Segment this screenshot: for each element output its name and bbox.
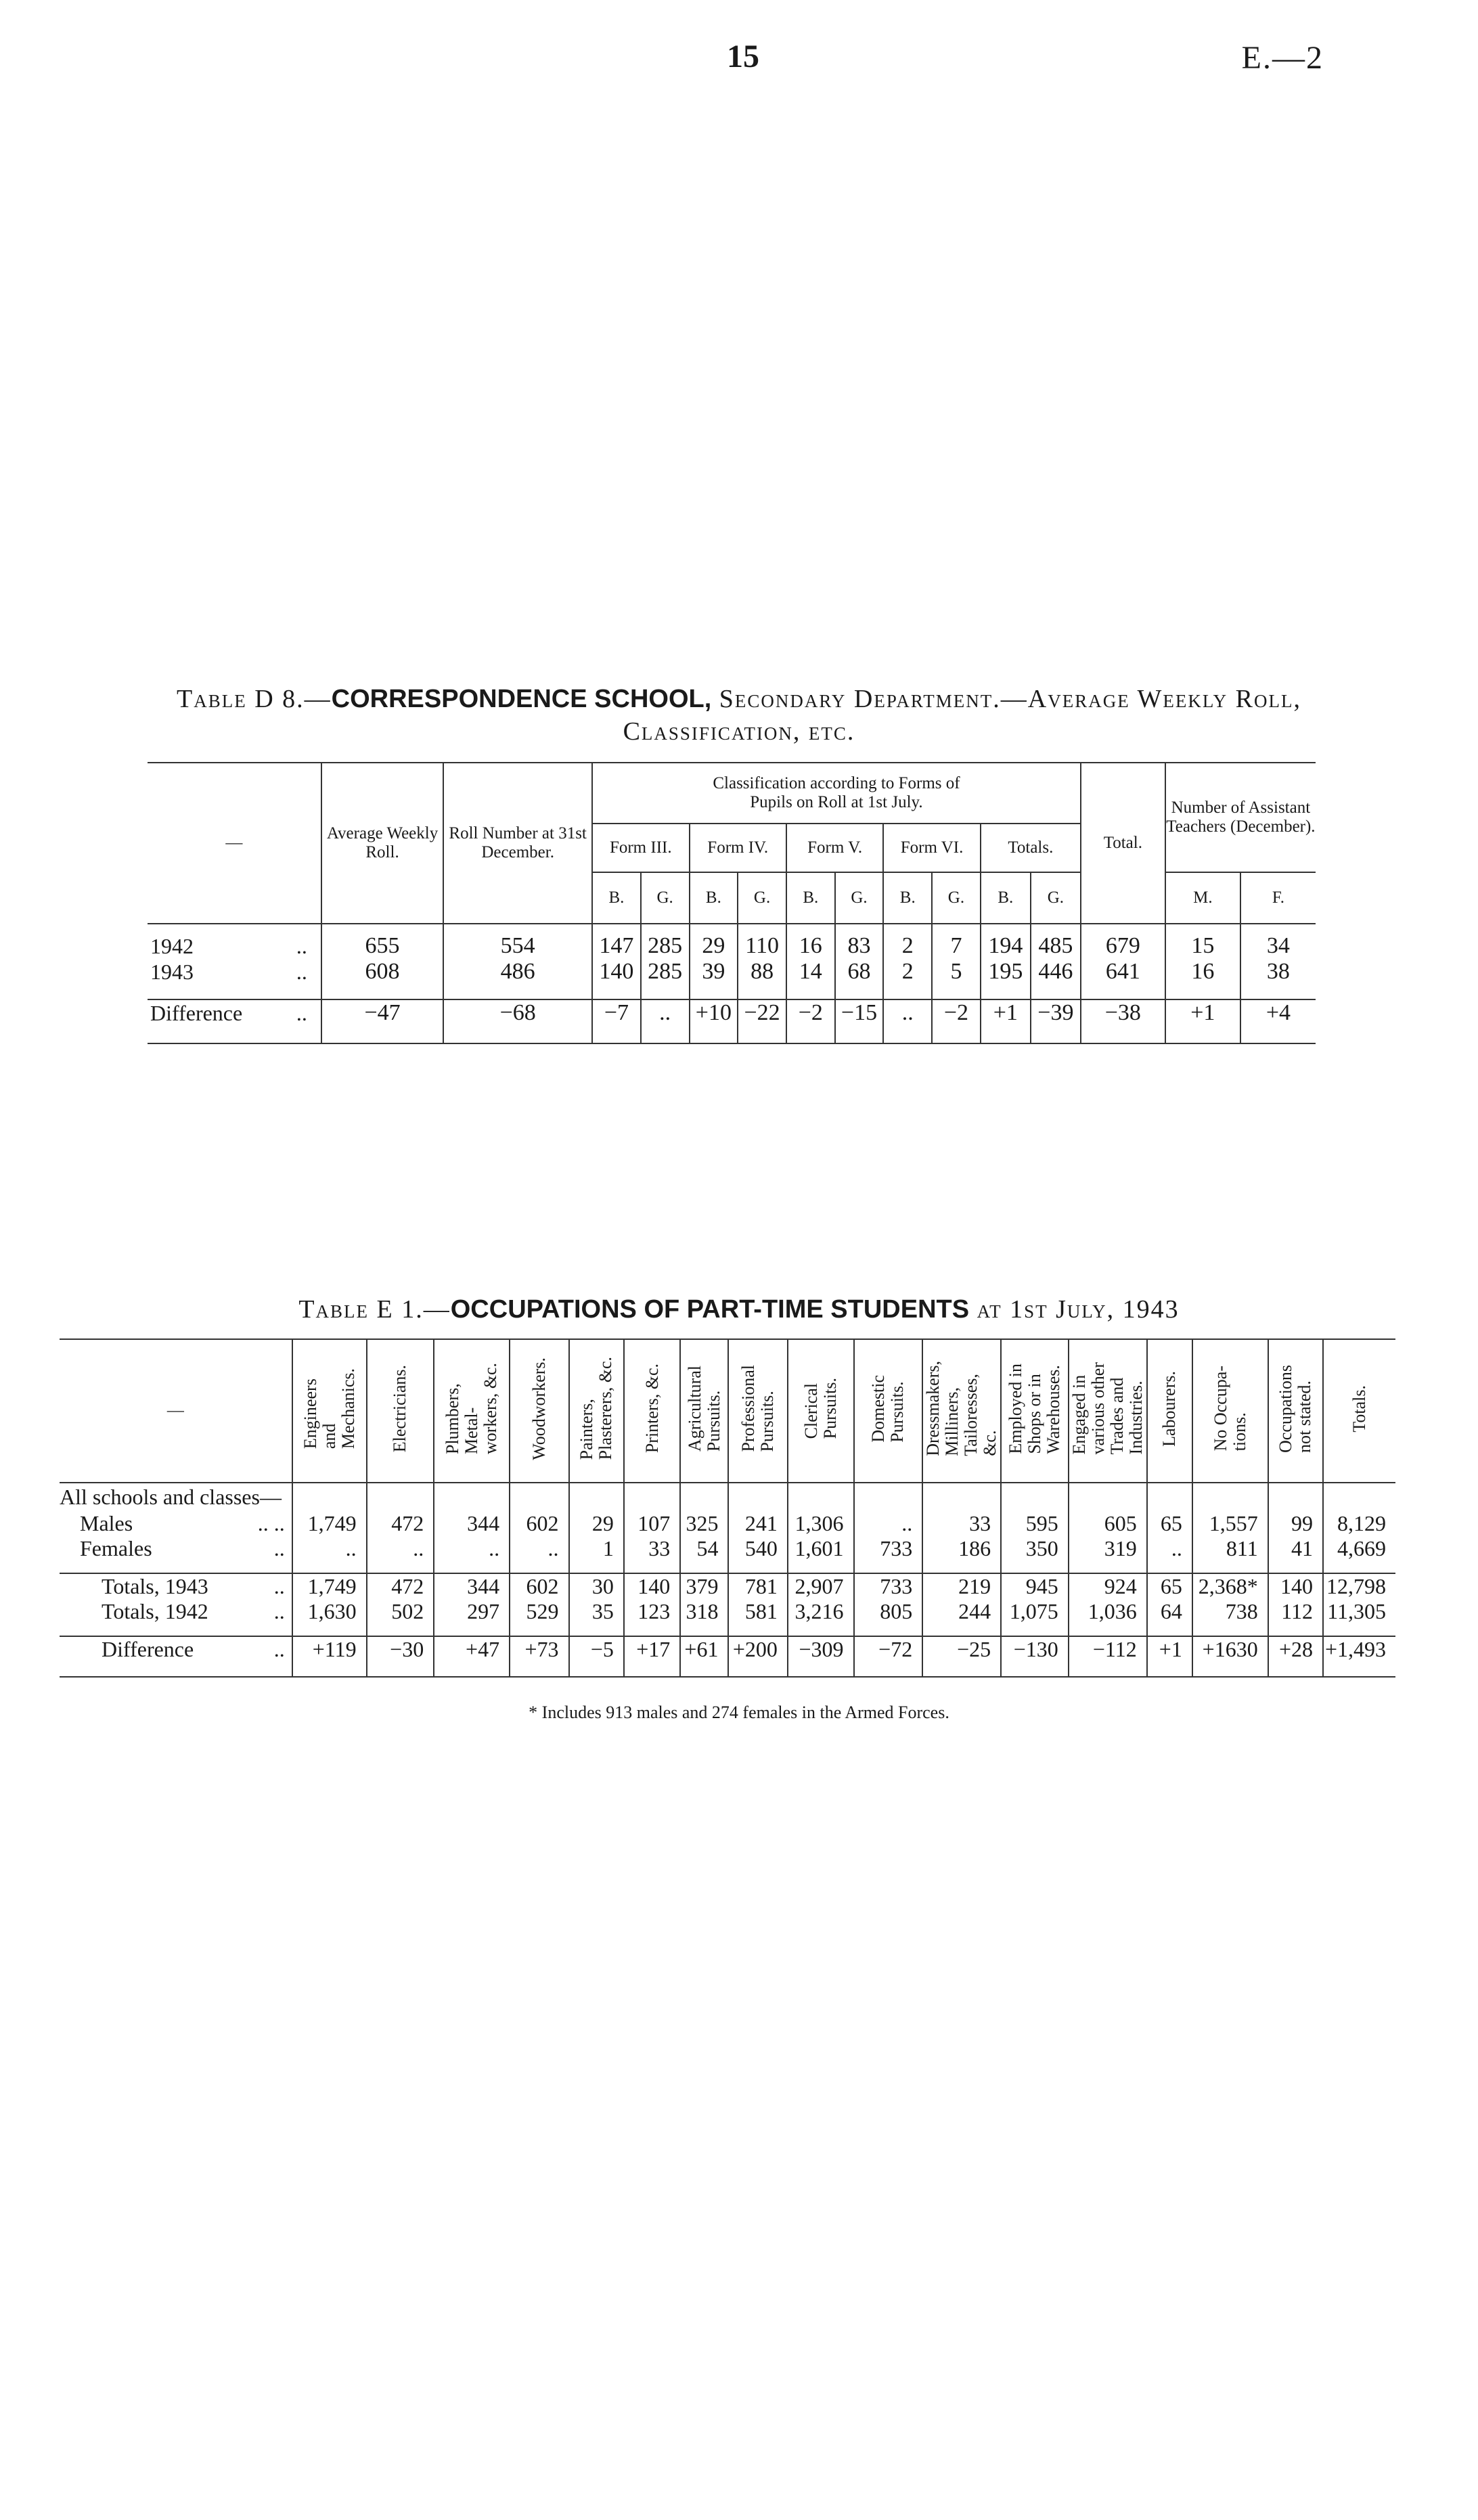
e1-cell: .. bbox=[854, 1511, 923, 1536]
table-e1-title bbox=[0, 1294, 1478, 1325]
e1-header-col-text: Clerical Pursuits. bbox=[801, 1378, 840, 1439]
e1-header-col-text: Engaged in various other Trades and Industries. bbox=[1069, 1362, 1146, 1455]
d8-cell: 140 bbox=[592, 959, 641, 985]
d8-cell: 641 bbox=[1081, 959, 1165, 985]
table-e1-title-bold: OCCUPATIONS OF PART-TIME STUDENTS bbox=[450, 1295, 970, 1324]
e1-cell: 529 bbox=[510, 1599, 568, 1624]
e1-cell: .. bbox=[292, 1536, 367, 1561]
e1-cell: 140 bbox=[1268, 1573, 1323, 1599]
e1-cell: 12,798 bbox=[1326, 1574, 1386, 1598]
e1-header-col-text: Occupations not stated. bbox=[1276, 1364, 1315, 1453]
page-number: 15 bbox=[727, 39, 759, 74]
table-e1-title-prefix: Table E 1.— bbox=[298, 1295, 451, 1324]
e1-cell: 140 bbox=[624, 1573, 680, 1599]
d8-row-label-text: 1942 bbox=[150, 933, 194, 958]
e1-cell: +73 bbox=[510, 1636, 568, 1662]
e1-header-col bbox=[510, 1339, 568, 1483]
d8-header-g: G. bbox=[1031, 872, 1081, 924]
e1-cell: −130 bbox=[1001, 1636, 1069, 1662]
d8-cell: 16 bbox=[1165, 959, 1240, 985]
e1-header-col-text: Dressmakers, Milliners, Tailoresses, &c. bbox=[923, 1361, 1000, 1456]
e1-cell: 4,669 bbox=[1337, 1536, 1386, 1560]
d8-header-avg: Average Weekly Roll. bbox=[321, 763, 443, 924]
e1-cell: 64 bbox=[1147, 1599, 1192, 1624]
e1-header-col-text: Professional Pursuits. bbox=[738, 1365, 778, 1452]
e1-cell: 945 bbox=[1001, 1573, 1069, 1599]
d8-header-dash: — bbox=[148, 763, 321, 924]
e1-header-col bbox=[854, 1339, 923, 1483]
d8-cell: 14 bbox=[786, 959, 835, 985]
e1-cell: +1 bbox=[1147, 1636, 1192, 1662]
d8-row-label-text: Difference bbox=[150, 1000, 243, 1025]
e1-cell: 540 bbox=[728, 1536, 787, 1561]
e1-cell: 11,305 bbox=[1327, 1599, 1386, 1623]
table-d8-title-rest: Secondary Department.—Average Weekly Roll, bbox=[711, 685, 1301, 713]
d8-cell: 110 bbox=[738, 933, 786, 959]
e1-header-col-text: Labourers. bbox=[1159, 1370, 1180, 1447]
e1-cell: 472 bbox=[367, 1573, 434, 1599]
d8-cell: −22 bbox=[738, 999, 786, 1026]
d8-cell: .. bbox=[641, 999, 690, 1026]
e1-cell: 318 bbox=[680, 1599, 728, 1624]
e1-header-col bbox=[434, 1339, 510, 1483]
d8-cell: 15 bbox=[1165, 933, 1240, 959]
d8-header-classification: Classification according to Forms of Pupils on Roll at 1st July. bbox=[592, 763, 1081, 824]
e1-header-col-text: Plumbers, Metal- workers, &c. bbox=[443, 1362, 501, 1454]
e1-header-col-text: No Occupa- tions. bbox=[1210, 1366, 1249, 1452]
e1-cell: 379 bbox=[680, 1573, 728, 1599]
e1-section-label: All schools and classes— bbox=[60, 1485, 282, 1509]
e1-cell: 595 bbox=[1001, 1511, 1069, 1536]
e1-row-label bbox=[60, 1536, 292, 1561]
e1-cell: .. bbox=[434, 1536, 510, 1561]
d8-cell: 68 bbox=[835, 959, 884, 985]
e1-cell: 781 bbox=[728, 1573, 787, 1599]
e1-cell: 241 bbox=[728, 1511, 787, 1536]
e1-header-col bbox=[728, 1339, 787, 1483]
e1-header-dash: — bbox=[60, 1339, 292, 1483]
e1-cell: 1,630 bbox=[292, 1599, 367, 1624]
e1-cell: 605 bbox=[1069, 1511, 1147, 1536]
d8-header-b: B. bbox=[592, 872, 641, 924]
e1-cell: 29 bbox=[569, 1511, 624, 1536]
d8-header-g: G. bbox=[932, 872, 981, 924]
e1-cell: 805 bbox=[854, 1599, 923, 1624]
e1-cell: +200 bbox=[728, 1636, 787, 1662]
d8-header-form4: Form IV. bbox=[690, 824, 786, 872]
e1-cell: .. bbox=[367, 1536, 434, 1561]
e1-cell: 602 bbox=[510, 1511, 568, 1536]
d8-cell: 608 bbox=[321, 959, 443, 985]
e1-cell: −309 bbox=[788, 1636, 854, 1662]
e1-cell: 738 bbox=[1192, 1599, 1268, 1624]
e1-header-col-text: Totals. bbox=[1349, 1385, 1370, 1433]
e1-row-dots: .. bbox=[273, 1637, 285, 1661]
e1-header-col-text: Electricians. bbox=[390, 1364, 410, 1453]
e1-cell: 33 bbox=[922, 1511, 1001, 1536]
d8-header-g: G. bbox=[641, 872, 690, 924]
table-d8-title bbox=[0, 683, 1478, 715]
d8-header-total: Total. bbox=[1081, 763, 1165, 924]
e1-cell: 99 bbox=[1268, 1511, 1323, 1536]
d8-cell: −47 bbox=[321, 999, 443, 1026]
d8-header-m: M. bbox=[1165, 872, 1240, 924]
e1-header-col bbox=[1147, 1339, 1192, 1483]
e1-cell: 472 bbox=[367, 1511, 434, 1536]
e1-header-col-text: Printers, &c. bbox=[642, 1364, 662, 1454]
d8-cell: .. bbox=[883, 999, 932, 1026]
e1-cell: 811 bbox=[1192, 1536, 1268, 1561]
e1-cell: +119 bbox=[292, 1636, 367, 1662]
d8-row-label bbox=[148, 999, 321, 1026]
e1-header-col bbox=[292, 1339, 367, 1483]
e1-cell: 319 bbox=[1069, 1536, 1147, 1561]
e1-cell: 35 bbox=[569, 1599, 624, 1624]
d8-cell: 7 bbox=[932, 933, 981, 959]
d8-header-f: F. bbox=[1240, 872, 1316, 924]
d8-cell: 194 bbox=[981, 933, 1031, 959]
e1-cell: 107 bbox=[624, 1511, 680, 1536]
e1-cell: +17 bbox=[624, 1636, 680, 1662]
d8-cell: 285 bbox=[641, 959, 690, 985]
d8-cell: 655 bbox=[321, 933, 443, 959]
e1-cell: 733 bbox=[854, 1573, 923, 1599]
d8-row-label-text: 1943 bbox=[150, 959, 194, 984]
d8-cell: 446 bbox=[1038, 959, 1073, 984]
e1-cell: 602 bbox=[510, 1573, 568, 1599]
table-d8 bbox=[148, 762, 1316, 1044]
e1-cell: +28 bbox=[1268, 1636, 1323, 1662]
e1-cell: 54 bbox=[680, 1536, 728, 1561]
d8-header-form6: Form VI. bbox=[883, 824, 980, 872]
e1-cell: 733 bbox=[854, 1536, 923, 1561]
e1-cell: +1,493 bbox=[1324, 1637, 1386, 1661]
e1-cell: 1,075 bbox=[1001, 1599, 1069, 1624]
e1-row-label bbox=[60, 1573, 292, 1599]
e1-header-col bbox=[922, 1339, 1001, 1483]
d8-cell: 39 bbox=[690, 959, 738, 985]
d8-cell: 5 bbox=[932, 959, 981, 985]
e1-row-label-text: Males bbox=[80, 1511, 133, 1535]
e1-header-col bbox=[1268, 1339, 1323, 1483]
d8-cell: −38 bbox=[1081, 999, 1165, 1026]
e1-cell: 8,129 bbox=[1337, 1511, 1386, 1535]
e1-header-col bbox=[1001, 1339, 1069, 1483]
e1-header-col bbox=[680, 1339, 728, 1483]
d8-cell: +10 bbox=[690, 999, 738, 1026]
e1-row-label-text: Totals, 1942 bbox=[102, 1599, 208, 1623]
e1-row-dots: .. bbox=[273, 1599, 285, 1623]
e1-cell: 344 bbox=[434, 1573, 510, 1599]
d8-header-b: B. bbox=[786, 872, 835, 924]
e1-cell: 297 bbox=[434, 1599, 510, 1624]
d8-cell: 285 bbox=[641, 933, 690, 959]
e1-header-col bbox=[569, 1339, 624, 1483]
e1-cell: 219 bbox=[922, 1573, 1001, 1599]
d8-row-dots: .. bbox=[296, 933, 307, 958]
d8-cell: 679 bbox=[1081, 933, 1165, 959]
e1-cell: −25 bbox=[922, 1636, 1001, 1662]
e1-row-label-text: Totals, 1943 bbox=[102, 1574, 208, 1598]
d8-cell: −39 bbox=[1037, 1000, 1074, 1025]
e1-cell: 1,306 bbox=[788, 1511, 854, 1536]
e1-cell: 3,216 bbox=[788, 1599, 854, 1624]
d8-cell: −2 bbox=[932, 999, 981, 1026]
d8-cell: 147 bbox=[592, 933, 641, 959]
e1-cell: 2,907 bbox=[788, 1573, 854, 1599]
d8-header-roll: Roll Number at 31st December. bbox=[443, 763, 592, 924]
d8-row-dots: .. bbox=[296, 959, 307, 984]
e1-cell: 112 bbox=[1268, 1599, 1323, 1624]
e1-row-label bbox=[60, 1599, 292, 1624]
table-d8-title-bold: CORRESPONDENCE SCHOOL, bbox=[331, 685, 712, 713]
e1-header-col bbox=[1323, 1339, 1395, 1483]
e1-row-label-text: Females bbox=[80, 1536, 152, 1560]
e1-cell: .. bbox=[1147, 1536, 1192, 1561]
e1-header-col bbox=[1069, 1339, 1147, 1483]
e1-header-col-text: Painters, Plasterers, &c. bbox=[577, 1357, 616, 1460]
d8-header-totals: Totals. bbox=[981, 824, 1081, 872]
d8-cell: 88 bbox=[738, 959, 786, 985]
table-d8-title-line2-text: Classification, etc. bbox=[623, 717, 855, 746]
d8-row-label bbox=[148, 959, 321, 985]
d8-cell: −2 bbox=[786, 999, 835, 1026]
e1-cell: 65 bbox=[1147, 1511, 1192, 1536]
e1-cell: 1,749 bbox=[292, 1573, 367, 1599]
d8-cell: 38 bbox=[1266, 959, 1290, 984]
e1-cell: 350 bbox=[1001, 1536, 1069, 1561]
e1-row-label bbox=[60, 1511, 292, 1536]
e1-cell: 2,368* bbox=[1192, 1573, 1268, 1599]
e1-header-col bbox=[367, 1339, 434, 1483]
e1-row-label-text: Difference bbox=[102, 1637, 194, 1661]
d8-cell: 34 bbox=[1266, 933, 1290, 958]
table-d8-title-prefix: Table D 8.— bbox=[177, 685, 332, 713]
e1-footnote: * Includes 913 males and 274 females in the Armed Forces. bbox=[529, 1703, 949, 1722]
table-d8-title-line2 bbox=[0, 716, 1478, 747]
d8-row-label bbox=[148, 933, 321, 959]
d8-header-b: B. bbox=[981, 872, 1031, 924]
e1-cell: −112 bbox=[1069, 1636, 1147, 1662]
d8-header-b: B. bbox=[883, 872, 932, 924]
e1-cell: 1,749 bbox=[292, 1511, 367, 1536]
e1-cell: 1,557 bbox=[1192, 1511, 1268, 1536]
e1-header-col-text: Woodworkers. bbox=[529, 1357, 549, 1460]
d8-cell: 2 bbox=[883, 933, 932, 959]
d8-header-g: G. bbox=[738, 872, 786, 924]
e1-cell: +61 bbox=[680, 1636, 728, 1662]
e1-header-col-text: Employed in Shops or in Warehouses. bbox=[1005, 1363, 1063, 1454]
d8-cell: −15 bbox=[835, 999, 884, 1026]
e1-header-col bbox=[624, 1339, 680, 1483]
e1-cell: .. bbox=[510, 1536, 568, 1561]
e1-cell: +47 bbox=[434, 1636, 510, 1662]
e1-header-col-text: Domestic Pursuits. bbox=[868, 1374, 908, 1443]
e1-cell: −5 bbox=[569, 1636, 624, 1662]
e1-row-label bbox=[60, 1636, 292, 1662]
e1-cell: −72 bbox=[854, 1636, 923, 1662]
e1-cell: 581 bbox=[728, 1599, 787, 1624]
d8-cell: +1 bbox=[981, 999, 1031, 1026]
d8-cell: 29 bbox=[690, 933, 738, 959]
d8-cell: +4 bbox=[1266, 1000, 1291, 1025]
e1-cell: 123 bbox=[624, 1599, 680, 1624]
e1-row-dots: .. bbox=[273, 1536, 285, 1560]
e1-cell: −30 bbox=[367, 1636, 434, 1662]
d8-cell: 195 bbox=[981, 959, 1031, 985]
d8-cell: 486 bbox=[443, 959, 592, 985]
e1-cell: 344 bbox=[434, 1511, 510, 1536]
e1-cell: 65 bbox=[1147, 1573, 1192, 1599]
d8-header-form5: Form V. bbox=[786, 824, 883, 872]
d8-cell: 16 bbox=[786, 933, 835, 959]
e1-cell: 30 bbox=[569, 1573, 624, 1599]
e1-row-dots: .. bbox=[273, 1574, 285, 1598]
d8-cell: 485 bbox=[1038, 933, 1073, 958]
e1-row-dots: .. .. bbox=[257, 1511, 285, 1535]
e1-cell: 41 bbox=[1268, 1536, 1323, 1561]
e1-header-col bbox=[788, 1339, 854, 1483]
d8-row-dots: .. bbox=[296, 1000, 307, 1025]
e1-cell: 1,601 bbox=[788, 1536, 854, 1561]
e1-header-col-text: Engineers and Mechanics. bbox=[300, 1368, 358, 1449]
e1-cell: 325 bbox=[680, 1511, 728, 1536]
d8-header-b: B. bbox=[690, 872, 738, 924]
d8-header-teachers: Number of Assistant Teachers (December). bbox=[1165, 763, 1316, 872]
e1-cell: 244 bbox=[922, 1599, 1001, 1624]
e1-cell: 33 bbox=[624, 1536, 680, 1561]
d8-header-g: G. bbox=[835, 872, 884, 924]
e1-cell: 924 bbox=[1069, 1573, 1147, 1599]
d8-header-form3: Form III. bbox=[592, 824, 689, 872]
e1-header-col bbox=[1192, 1339, 1268, 1483]
e1-cell: 1 bbox=[569, 1536, 624, 1561]
e1-header-col-text: Agricultural Pursuits. bbox=[684, 1365, 723, 1452]
e1-cell: 502 bbox=[367, 1599, 434, 1624]
d8-cell: +1 bbox=[1165, 999, 1240, 1026]
page-reference: E.—2 bbox=[1241, 40, 1324, 76]
d8-cell: 83 bbox=[835, 933, 884, 959]
d8-cell: 554 bbox=[443, 933, 592, 959]
d8-cell: 2 bbox=[883, 959, 932, 985]
e1-cell: +1630 bbox=[1192, 1636, 1268, 1662]
d8-cell: −7 bbox=[592, 999, 641, 1026]
e1-cell: 186 bbox=[922, 1536, 1001, 1561]
table-e1 bbox=[60, 1338, 1395, 1678]
d8-cell: −68 bbox=[443, 999, 592, 1026]
table-e1-title-rest: at 1st July, 1943 bbox=[969, 1295, 1180, 1324]
e1-cell: 1,036 bbox=[1069, 1599, 1147, 1624]
